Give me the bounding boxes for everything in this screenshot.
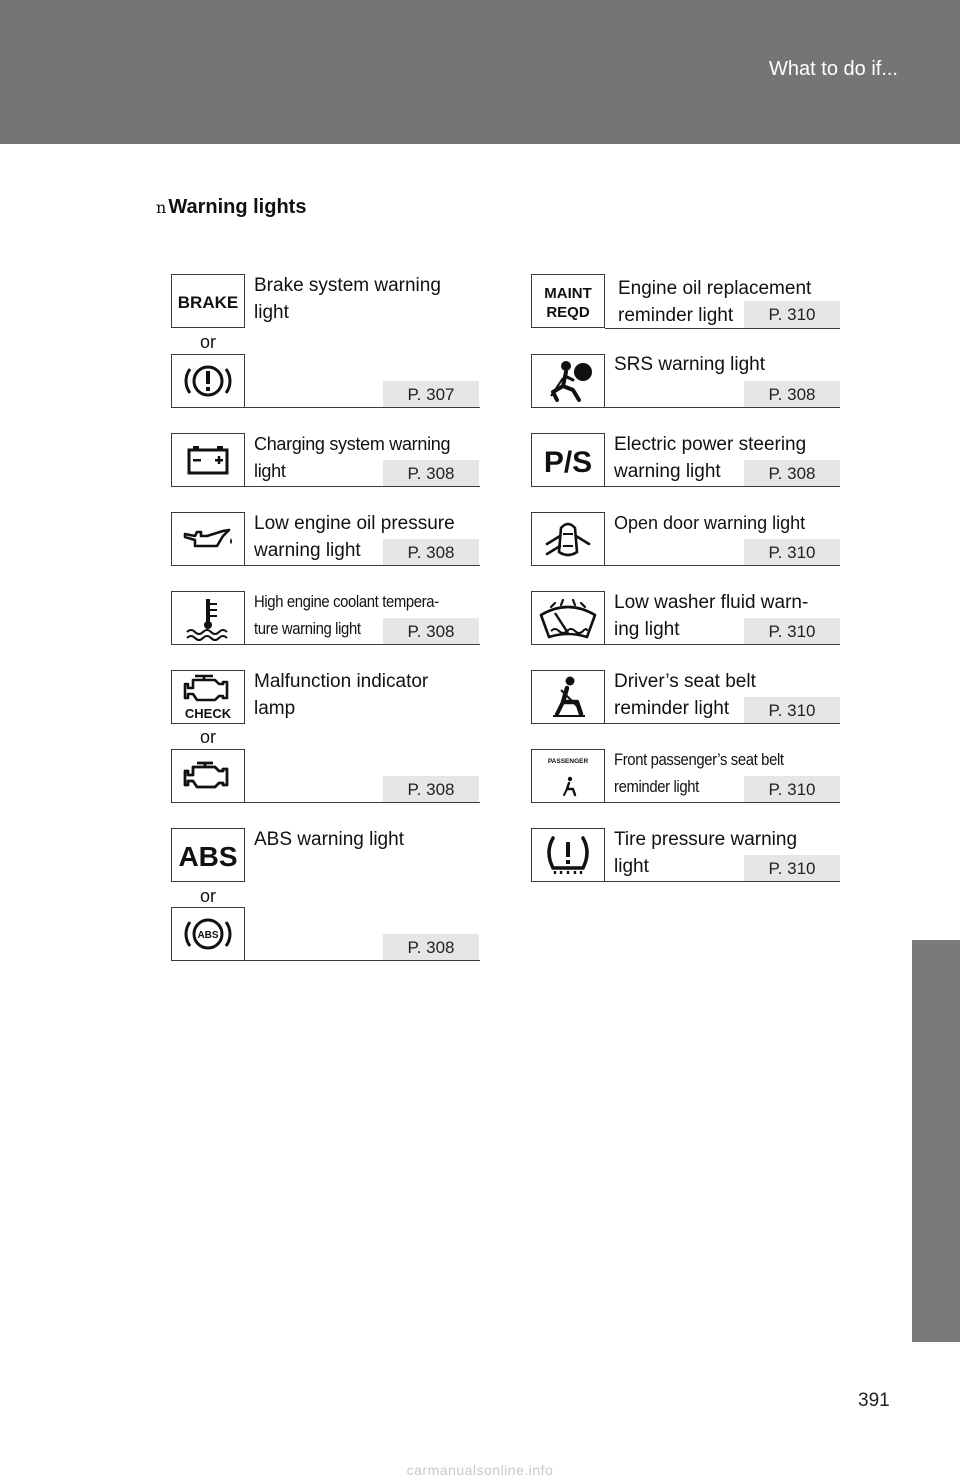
divider xyxy=(605,565,840,566)
page-reference: P. 308 xyxy=(744,381,840,408)
page-reference: P. 310 xyxy=(744,855,840,882)
footer-watermark: carmanualsonline.info xyxy=(406,1462,554,1478)
power-steering-icon xyxy=(531,433,605,487)
warning-label: ABS warning light xyxy=(254,829,404,850)
page-reference: P. 310 xyxy=(744,776,840,803)
coolant-thermometer-icon xyxy=(171,591,245,645)
seatbelt-icon xyxy=(531,670,605,724)
warning-label: Brake system warning light xyxy=(254,275,441,323)
washer-fluid-icon xyxy=(531,591,605,645)
page-header xyxy=(0,0,960,144)
warning-label: Front passenger’s seat belt reminder light xyxy=(614,751,784,796)
warning-label: Low washer fluid warn- ing light xyxy=(614,592,809,640)
divider xyxy=(605,486,840,487)
chapter-tab xyxy=(912,940,960,1342)
page-reference: P. 307 xyxy=(383,381,479,408)
section-title-text: Warning lights xyxy=(168,196,307,218)
tire-pressure-icon xyxy=(531,828,605,882)
page-reference: P. 310 xyxy=(744,618,840,645)
or-label: or xyxy=(199,886,216,906)
brake-icon-text: BRAKE xyxy=(177,293,239,312)
page-reference: P. 308 xyxy=(383,934,479,961)
maint-reqd-icon xyxy=(531,274,605,328)
open-door-icon xyxy=(531,512,605,566)
battery-icon xyxy=(171,433,245,487)
warning-label: Charging system warning light xyxy=(254,434,451,481)
divider xyxy=(605,328,840,329)
warning-label: SRS warning light xyxy=(614,354,766,375)
abs-text-icon xyxy=(171,828,245,882)
brake-circle-exclamation-icon xyxy=(171,354,245,408)
header-title: What to do if... xyxy=(769,58,898,80)
passenger-seatbelt-icon xyxy=(531,749,605,803)
warning-label: Malfunction indicator lamp xyxy=(254,671,429,719)
warning-label: High engine coolant tempera- ture warning light xyxy=(254,593,439,638)
divider xyxy=(245,407,480,408)
divider xyxy=(245,960,480,961)
page-reference: P. 308 xyxy=(383,618,479,645)
page-reference: P. 310 xyxy=(744,301,840,328)
divider xyxy=(605,881,840,882)
maint-icon-text: MAINT xyxy=(544,285,592,302)
page-reference: P. 308 xyxy=(744,460,840,487)
section-bullet: n xyxy=(156,198,167,217)
abs-circle-icon xyxy=(171,907,245,961)
check-icon-text: CHECK xyxy=(184,706,232,721)
warning-label: Driver’s seat belt reminder light xyxy=(614,671,756,719)
passenger-icon-text: PASSENGER xyxy=(547,758,589,765)
divider xyxy=(605,802,840,803)
page-reference: P. 310 xyxy=(744,697,840,724)
section-title xyxy=(156,196,306,219)
warning-label: Electric power steering warning light xyxy=(614,434,807,482)
abs-small-icon-text: ABS xyxy=(197,930,219,941)
divider xyxy=(605,644,840,645)
divider xyxy=(245,802,480,803)
divider xyxy=(245,565,480,566)
oil-can-icon xyxy=(171,512,245,566)
warning-label: Engine oil replacement reminder light xyxy=(618,278,812,326)
warning-label: Tire pressure warning light xyxy=(614,829,798,877)
brake-text-icon xyxy=(171,274,245,328)
page-reference: P. 308 xyxy=(383,776,479,803)
divider xyxy=(245,486,480,487)
page-reference: P. 310 xyxy=(744,539,840,566)
page-reference: P. 308 xyxy=(383,460,479,487)
page-number: 391 xyxy=(858,1390,890,1411)
reqd-icon-text: REQD xyxy=(546,304,590,321)
engine-check-icon xyxy=(171,670,245,724)
engine-icon xyxy=(171,749,245,803)
page-reference: P. 308 xyxy=(383,539,479,566)
warning-label: Low engine oil pressure warning light xyxy=(254,513,455,561)
ps-icon-text: P/S xyxy=(543,446,593,479)
or-label: or xyxy=(199,332,216,352)
airbag-icon xyxy=(531,354,605,408)
divider xyxy=(605,723,840,724)
abs-icon-text: ABS xyxy=(178,841,238,872)
or-label: or xyxy=(199,727,216,747)
warning-label: Open door warning light xyxy=(614,513,806,533)
divider xyxy=(605,407,840,408)
divider xyxy=(245,644,480,645)
